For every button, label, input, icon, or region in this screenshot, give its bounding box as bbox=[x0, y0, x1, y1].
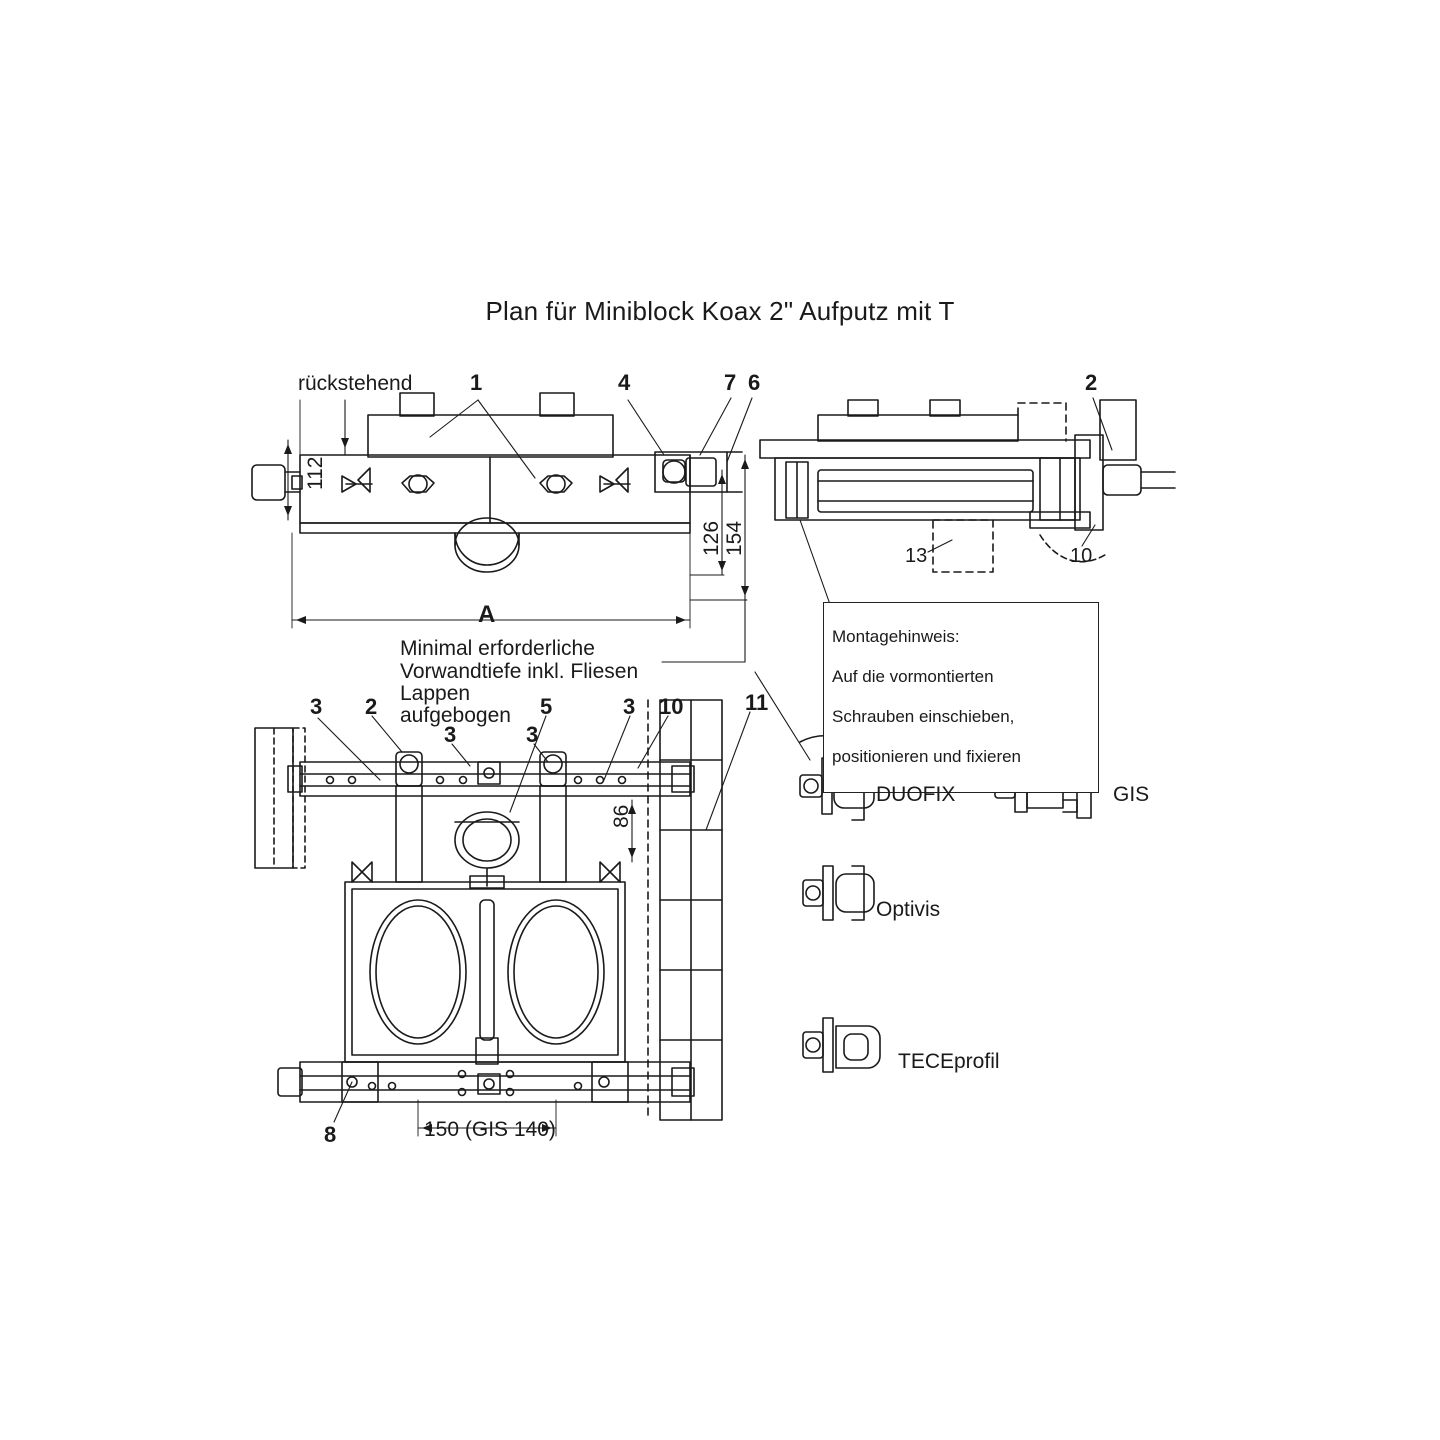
dim-86: 86 bbox=[610, 804, 633, 828]
system-label-gis: GIS bbox=[1113, 783, 1150, 806]
assembly-note-line-3: Schrauben einschieben, bbox=[832, 707, 1015, 727]
callout-13: 13 bbox=[905, 545, 928, 567]
callout-10-front: 10 bbox=[659, 694, 684, 719]
callout-8: 8 bbox=[324, 1122, 337, 1147]
assembly-note-line-4: positionieren und fixieren bbox=[832, 747, 1022, 767]
system-label-teceprofil: TECEprofil bbox=[898, 1050, 1000, 1073]
caption-line-2: Vorwandtiefe inkl. Fliesen bbox=[400, 660, 639, 683]
dim-150: 150 (GIS 140) bbox=[424, 1118, 556, 1141]
label-rueckstehend: rückstehend bbox=[298, 372, 413, 395]
callout-2-front: 2 bbox=[365, 694, 378, 719]
dim-126: 126 bbox=[700, 520, 723, 556]
callout-2-top: 2 bbox=[1085, 370, 1098, 395]
callout-10-top: 10 bbox=[1070, 545, 1093, 567]
callout-11: 11 bbox=[745, 690, 769, 715]
dim-A: A bbox=[478, 601, 496, 628]
callout-1: 1 bbox=[470, 370, 483, 395]
label-lappen-2: aufgebogen bbox=[400, 704, 511, 727]
callout-3-c: 3 bbox=[526, 722, 539, 747]
assembly-note-line-2: Auf die vormontierten bbox=[832, 667, 994, 687]
dim-154: 154 bbox=[723, 520, 746, 556]
callout-4: 4 bbox=[618, 370, 631, 395]
label-lappen-1: Lappen bbox=[400, 682, 471, 705]
system-label-duofix: DUOFIX bbox=[876, 783, 956, 806]
callout-3-d: 3 bbox=[623, 694, 636, 719]
assembly-note-line-1: Montagehinweis: bbox=[832, 627, 960, 647]
dim-112: 112 bbox=[304, 456, 327, 490]
assembly-note-box bbox=[823, 602, 1099, 793]
caption-line-1: Minimal erforderliche bbox=[400, 637, 595, 660]
page-title: Plan für Miniblock Koax 2" Aufputz mit T bbox=[485, 296, 955, 326]
callout-3-b: 3 bbox=[444, 722, 457, 747]
callout-7: 7 bbox=[724, 370, 737, 395]
callout-5: 5 bbox=[540, 694, 553, 719]
callout-6: 6 bbox=[748, 370, 761, 395]
callout-3-a: 3 bbox=[310, 694, 323, 719]
system-label-optivis: Optivis bbox=[876, 898, 941, 921]
